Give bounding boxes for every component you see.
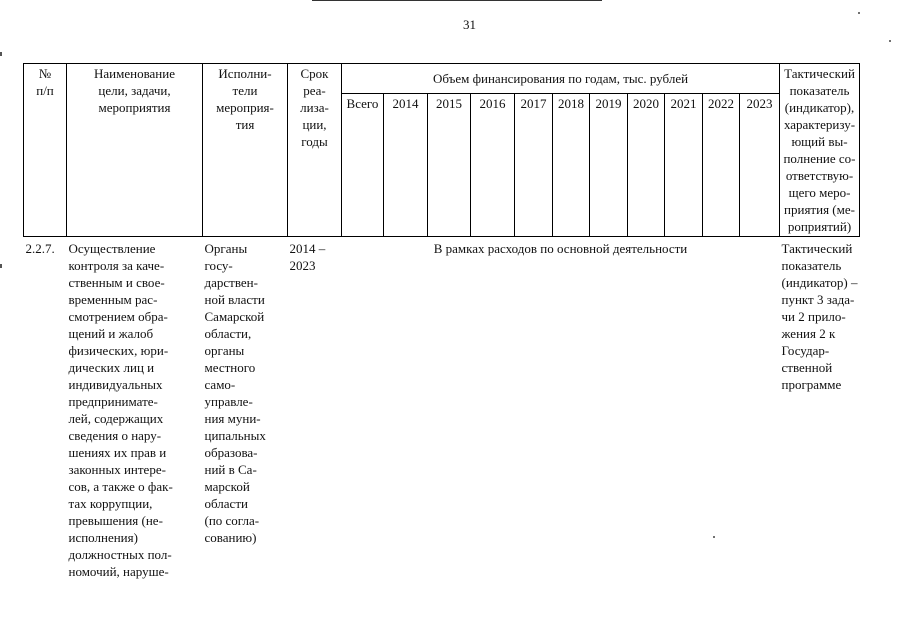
header-year: 2018 xyxy=(553,93,590,236)
row-executors: Органы госу- дарствен- ной власти Самарской области, органы местного само- управле- ния муни- ципальных образова- ний в Са- марской области (по согла- сованию) xyxy=(204,241,266,545)
header-year: 2014 xyxy=(384,93,428,236)
header-year: 2023 xyxy=(740,93,780,236)
row-name: Осуществление контроля за каче- ственным и свое- временным рас- смотрением обра- щений и жалоб физических, юри- дических лиц и индивидуальных предпринимате- лей, содержащих сведения о нару- шениях их прав и законных интере- сов, а также о фак- тах коррупции, превышения (не- исполнения) должностных пол- номочий, наруше- xyxy=(68,241,173,579)
page-number: 31 xyxy=(463,17,476,32)
row-term: 2014 – 2023 xyxy=(289,241,326,273)
header-year: 2022 xyxy=(703,93,740,236)
header-term: Срок реа- лиза- ции, годы xyxy=(288,64,342,237)
header-row xyxy=(24,64,860,94)
header-year: 2019 xyxy=(590,93,628,236)
header-year: 2020 xyxy=(628,93,665,236)
header-indicator: Тактический показатель (индикатор), характеризу- ющий вы- полнение со- ответствую- щего меро- приятия (ме- роприятий) xyxy=(780,64,860,237)
header-num: № п/п xyxy=(24,64,67,237)
header-name: Наименование цели, задачи, мероприятия xyxy=(67,64,203,237)
row-num: 2.2.7. xyxy=(25,241,55,256)
header-funding: Объем финансирования по годам, тыс. рублей xyxy=(342,64,780,94)
program-table xyxy=(23,63,860,581)
row-indicator: Тактический показатель (индикатор) – пункт 3 зада- чи 2 прило- жения 2 к Государ- ственной программе xyxy=(781,241,858,392)
header-year: 2021 xyxy=(665,93,703,236)
header-year: 2016 xyxy=(471,93,515,236)
scan-speck xyxy=(858,12,860,14)
header-year: 2017 xyxy=(515,93,553,236)
top-rule xyxy=(312,0,602,1)
row-funding: В рамках расходов по основной деятельности xyxy=(433,241,688,256)
table-row xyxy=(24,237,860,582)
scan-edge-mark xyxy=(0,264,2,268)
scan-edge-mark xyxy=(0,52,2,56)
scan-speck xyxy=(889,40,891,42)
header-total: Всего xyxy=(342,93,384,236)
header-year: 2015 xyxy=(428,93,471,236)
header-executors: Исполни- тели мероприя- тия xyxy=(203,64,288,237)
